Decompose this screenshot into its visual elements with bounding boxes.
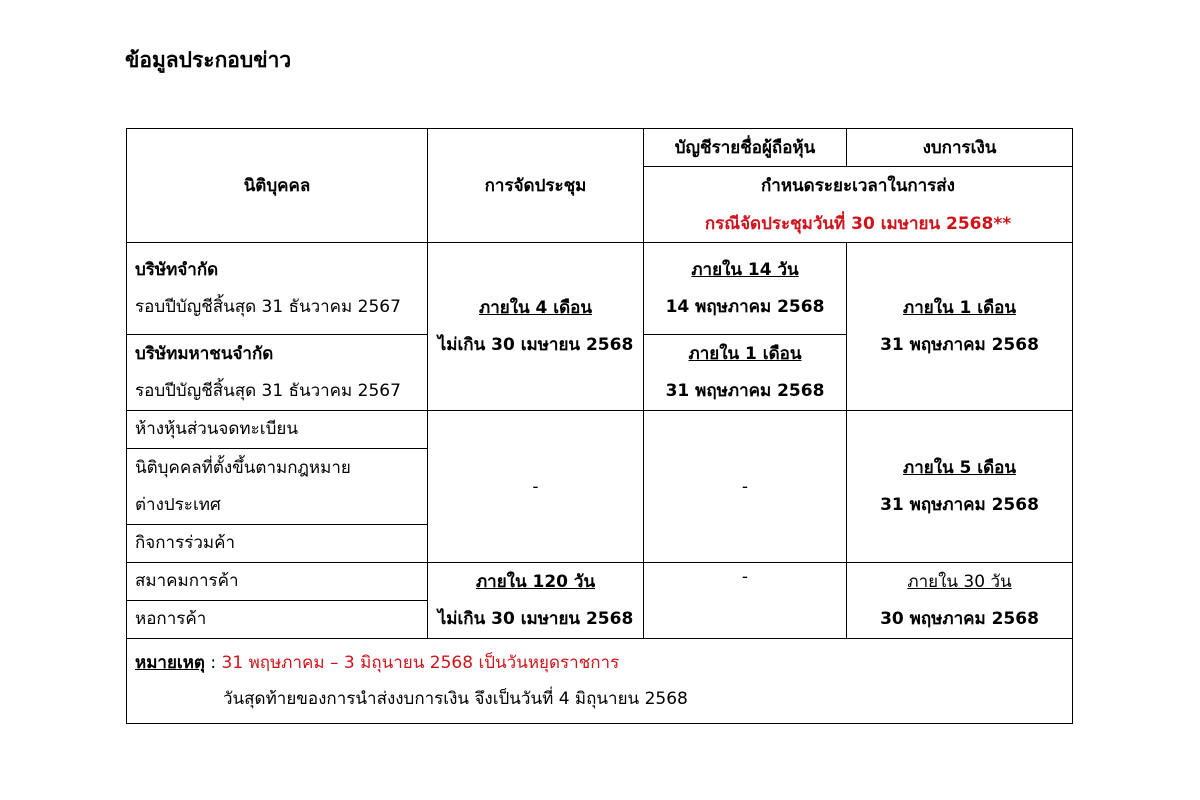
fin-date-3: 30 พฤษภาคม 2568 — [880, 608, 1039, 629]
page-title: ข้อมูลประกอบข่าว — [125, 48, 292, 72]
header-entity: นิติบุคคล — [127, 129, 428, 243]
public-sh-period: ภายใน 1 เดือน — [688, 343, 802, 364]
meeting-period: ภายใน 4 เดือน — [479, 297, 592, 318]
entity-company — [127, 243, 428, 335]
meeting-cell-2: - — [428, 411, 644, 563]
public-year: รอบปีบัญชีสิ้นสุด 31 ธันวาคม 2567 — [135, 380, 401, 401]
header-deadline: กำหนดระยะเวลาในการส่ง — [644, 167, 1073, 205]
company-year: รอบปีบัญชีสิ้นสุด 31 ธันวาคม 2567 — [135, 296, 401, 317]
financial-cell-2 — [847, 411, 1073, 563]
company-name: บริษัทจำกัด — [135, 259, 219, 280]
public-name: บริษัทมหาชนจำกัด — [135, 343, 274, 364]
financial-cell-3 — [847, 563, 1073, 639]
fin-period-3: ภายใน 30 วัน — [907, 571, 1012, 592]
foreign-line-1: นิติบุคคลที่ตั้งขึ้นตามกฎหมาย — [135, 457, 351, 478]
note-cell — [127, 639, 1073, 724]
header-shareholders: บัญชีรายชื่อผู้ถือหุ้น — [644, 129, 847, 167]
note-line-2: วันสุดท้ายของการนำส่งงบการเงิน จึงเป็นวันที่ 4 มิถุนายน 2568 — [223, 689, 688, 709]
fin-date-1: 31 พฤษภาคม 2568 — [880, 334, 1039, 355]
entity-chamber-of-commerce: หอการค้า — [127, 601, 428, 639]
deadline-table — [126, 128, 1073, 724]
foreign-line-2: ต่างประเทศ — [135, 494, 221, 515]
meeting-cell-3 — [428, 563, 644, 639]
meeting-date-3: ไม่เกิน 30 เมษายน 2568 — [437, 608, 634, 629]
note-label: หมายเหตุ — [135, 653, 205, 673]
entity-joint-venture: กิจการร่วมค้า — [127, 525, 428, 563]
fin-date-2: 31 พฤษภาคม 2568 — [880, 494, 1039, 515]
entity-public-company — [127, 335, 428, 411]
header-case: กรณีจัดประชุมวันที่ 30 เมษายน 2568** — [644, 205, 1073, 243]
meeting-period-3: ภายใน 120 วัน — [475, 571, 596, 592]
company-shareholders-cell — [644, 243, 847, 335]
shareholders-cell-3: - — [644, 563, 847, 639]
financial-cell-1 — [847, 243, 1073, 411]
fin-period-2: ภายใน 5 เดือน — [903, 457, 1016, 478]
note-sep: : — [204, 653, 222, 673]
public-shareholders-cell — [644, 335, 847, 411]
public-sh-date: 31 พฤษภาคม 2568 — [665, 380, 825, 401]
company-sh-period: ภายใน 14 วัน — [691, 259, 799, 280]
entity-trade-association: สมาคมการค้า — [127, 563, 428, 601]
note-line-1 — [135, 645, 1064, 681]
note-holiday: 31 พฤษภาคม – 3 มิถุนายน 2568 เป็นวันหยุดราชการ — [221, 653, 620, 673]
meeting-cell-1 — [428, 243, 644, 411]
header-financial: งบการเงิน — [847, 129, 1073, 167]
shareholders-cell-2: - — [644, 411, 847, 563]
entity-foreign — [127, 449, 428, 525]
entity-partnership: ห้างหุ้นส่วนจดทะเบียน — [127, 411, 428, 449]
header-meeting: การจัดประชุม — [428, 129, 644, 243]
meeting-date: ไม่เกิน 30 เมษายน 2568 — [437, 334, 634, 355]
fin-period-1: ภายใน 1 เดือน — [903, 297, 1016, 318]
company-sh-date: 14 พฤษภาคม 2568 — [665, 296, 825, 317]
